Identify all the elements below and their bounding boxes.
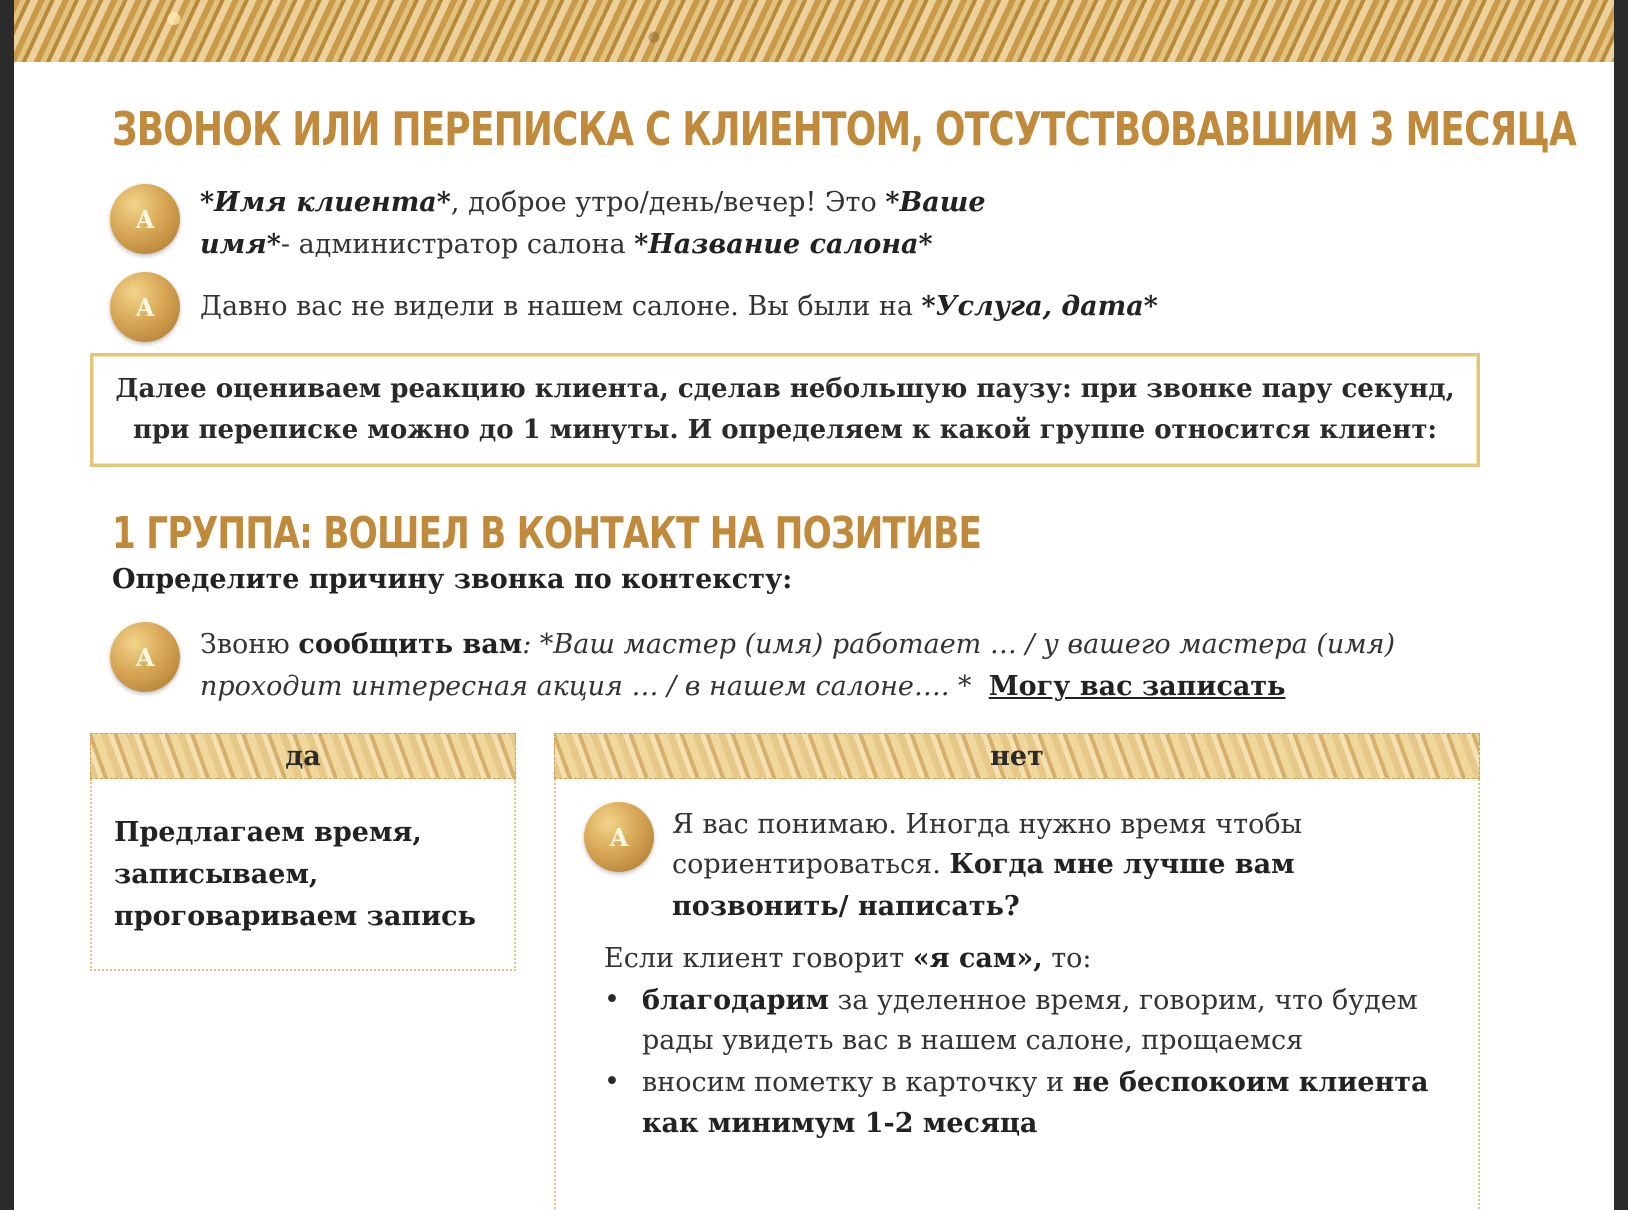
no-bullet2-line2: как минимум 1-2 месяца	[642, 1108, 1038, 1139]
group1-subtitle: Определите причину звонка по контексту:	[112, 564, 793, 595]
yes-box-header: да	[90, 733, 516, 779]
page-title: ЗВОНОК ИЛИ ПЕРЕПИСКА С КЛИЕНТОМ, ОТСУТСТВОВАВШИМ 3 МЕСЯЦА	[112, 102, 1577, 156]
group1-message-line2: проходит интересная акция … / в нашем салоне…. * Могу вас записать	[200, 671, 1286, 702]
bullet-icon: •	[604, 984, 620, 1015]
no-message-line2: сориентироваться. Когда мне лучше вам	[672, 849, 1295, 880]
notice-line2: при переписке можно до 1 минуты. И определяем к какой группе относится клиент:	[132, 415, 1438, 445]
no-if-client-line: Если клиент говорит «я сам», то:	[604, 943, 1092, 974]
gold-header-bar	[14, 0, 1614, 62]
message-greeting-line1: *Имя клиента*, доброе утро/день/вечер! Это *Ваше	[200, 187, 986, 218]
admin-avatar-icon: A	[110, 272, 180, 342]
yes-box-text: Предлагаем время, записываем, проговариваем запись	[114, 817, 476, 932]
no-bullet1-line1: благодарим за уделенное время, говорим, что будем	[642, 985, 1418, 1016]
notice-frame	[90, 353, 1480, 467]
message-last-visit: Давно вас не видели в нашем салоне. Вы были на *Услуга, дата*	[200, 291, 1158, 322]
no-bullet2-line1: вносим пометку в карточку и не беспокоим клиента	[642, 1067, 1429, 1098]
group1-title: 1 ГРУППА: ВОШЕЛ В КОНТАКТ НА ПОЗИТИВЕ	[112, 508, 982, 559]
group1-message-line1: Звоню сообщить вам: *Ваш мастер (имя) работает … / у вашего мастера (имя)	[200, 629, 1396, 660]
message-greeting-line2: имя*- администратор салона *Название салона*	[200, 229, 933, 260]
no-bullet1-line2: рады увидеть вас в нашем салоне, прощаемся	[642, 1025, 1304, 1056]
admin-avatar-icon: A	[584, 802, 654, 872]
no-message-line1: Я вас понимаю. Иногда нужно время чтобы	[672, 809, 1303, 840]
document-page	[14, 0, 1614, 1210]
no-box-header: нет	[554, 733, 1480, 779]
bullet-icon: •	[604, 1066, 620, 1097]
notice-line1: Далее оцениваем реакцию клиента, сделав небольшую паузу: при звонке пару секунд,	[115, 374, 1455, 404]
admin-avatar-icon: A	[110, 184, 180, 254]
admin-avatar-icon: A	[110, 622, 180, 692]
no-message-line3: позвонить/ написать?	[672, 891, 1020, 922]
